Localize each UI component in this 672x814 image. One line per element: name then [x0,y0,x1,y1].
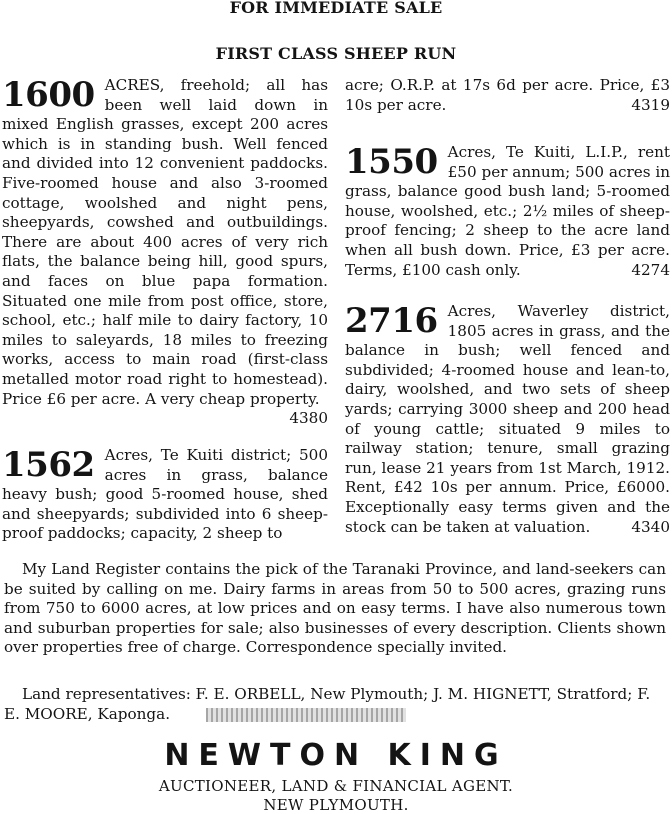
listing-code: 4319 [631,95,670,114]
listing-code: 4380 [289,409,328,428]
listing-description-continued: acre; O.R.P. at 17s 6d per acre. Price, £3 10s per acre. [345,76,670,114]
firm-location: NEW PLYMOUTH. [263,796,409,814]
land-register-paragraph [4,560,666,658]
representatives-text: Land representatives: F. E. ORBELL, New Plymouth; J. M. HIGNETT, Stratford; F. E. MOORE, Kaponga. [4,685,651,723]
listing-description: ACRES, freehold; all has been well laid down in mixed English grasses, except 200 acres which is in standing bush. Well fenced and divided into 12 convenient paddocks. Five-roomed house and also 3-roomed cottage, woolshed and night pens, sheepyards, cowshed and outbuildings. There are about 400 acres of very rich flats, the balance being hill, good spurs, and faces on blue papa formation. Situated one mile from post office, store, school, etc.; half mile to dairy factory, 10 miles to saleyards, 18 miles to freezing works, access to main road (first-class metalled motor road right to homestead). Price £6 per acre. A very cheap property. [2,76,328,408]
right-column [345,76,670,561]
listing-description: Acres, Te Kuiti, L.I.P., rent £50 per annum; 500 acres in grass, balance good bush land; 5-roomed house, woolshed, etc.; 2½ miles of sheep-proof fencing; 2 sheep to the acre land when all bush down. Price, £3 per acre. Terms, £100 cash only. [345,143,670,279]
listing-code: 4274 [631,260,670,279]
listing-acres-number: 1600 [2,75,95,115]
listing-acres-number: 2716 [345,301,438,341]
register-text: My Land Register contains the pick of the Taranaki Province, and land-seekers can be suited by calling on me. Dairy farms in areas from 50 to 500 acres, grazing runs from 750 to 6000 acres, at low prices and on easy terms. I have also numerous town and suburban properties for sale; also businesses of every description. Clients shown over properties free of charge. Correspondence specially invited. [4,560,666,657]
listing-description: Acres, Te Kuiti district; 500 acres in grass, balance heavy bush; good 5-roomed house, shed and sheepyards; subdivided into 6 sheep-proof paddocks; capacity, 2 sheep to [2,446,328,543]
firm-name: NEWTON KING [164,738,508,773]
listing-1562-continued [345,76,670,129]
firm-role: AUCTIONEER, LAND & FINANCIAL AGENT. [158,777,514,795]
listing-acres-number: 1550 [345,142,438,182]
ad-title: FOR IMMEDIATE SALE [229,0,443,17]
listing-code: 4340 [631,517,670,536]
print-smudge [206,708,406,722]
listing-2716 [345,302,670,547]
listing-1550 [345,143,670,288]
left-column [2,76,328,586]
listing-1562 [2,446,328,572]
land-representatives [4,685,666,724]
listing-description: Acres, Waverley district, 1805 acres in grass, and the balance in bush; well fenced and subdivided; 4-roomed house and lean-to, dairy, woolshed, and two sets of sheep yards; carrying 3000 sheep and 200 head of young cattle; situated 9 miles to railway station; tenure, small grazing run, lease 21 years from 1st March, 1912. Rent, £42 10s per annum. Price, £6000. Exceptionally easy terms given and the stock can be taken at valuation. [345,302,670,536]
listing-1600 [2,76,328,432]
listing-acres-number: 1562 [2,445,95,485]
ad-subtitle: FIRST CLASS SHEEP RUN [215,44,457,63]
